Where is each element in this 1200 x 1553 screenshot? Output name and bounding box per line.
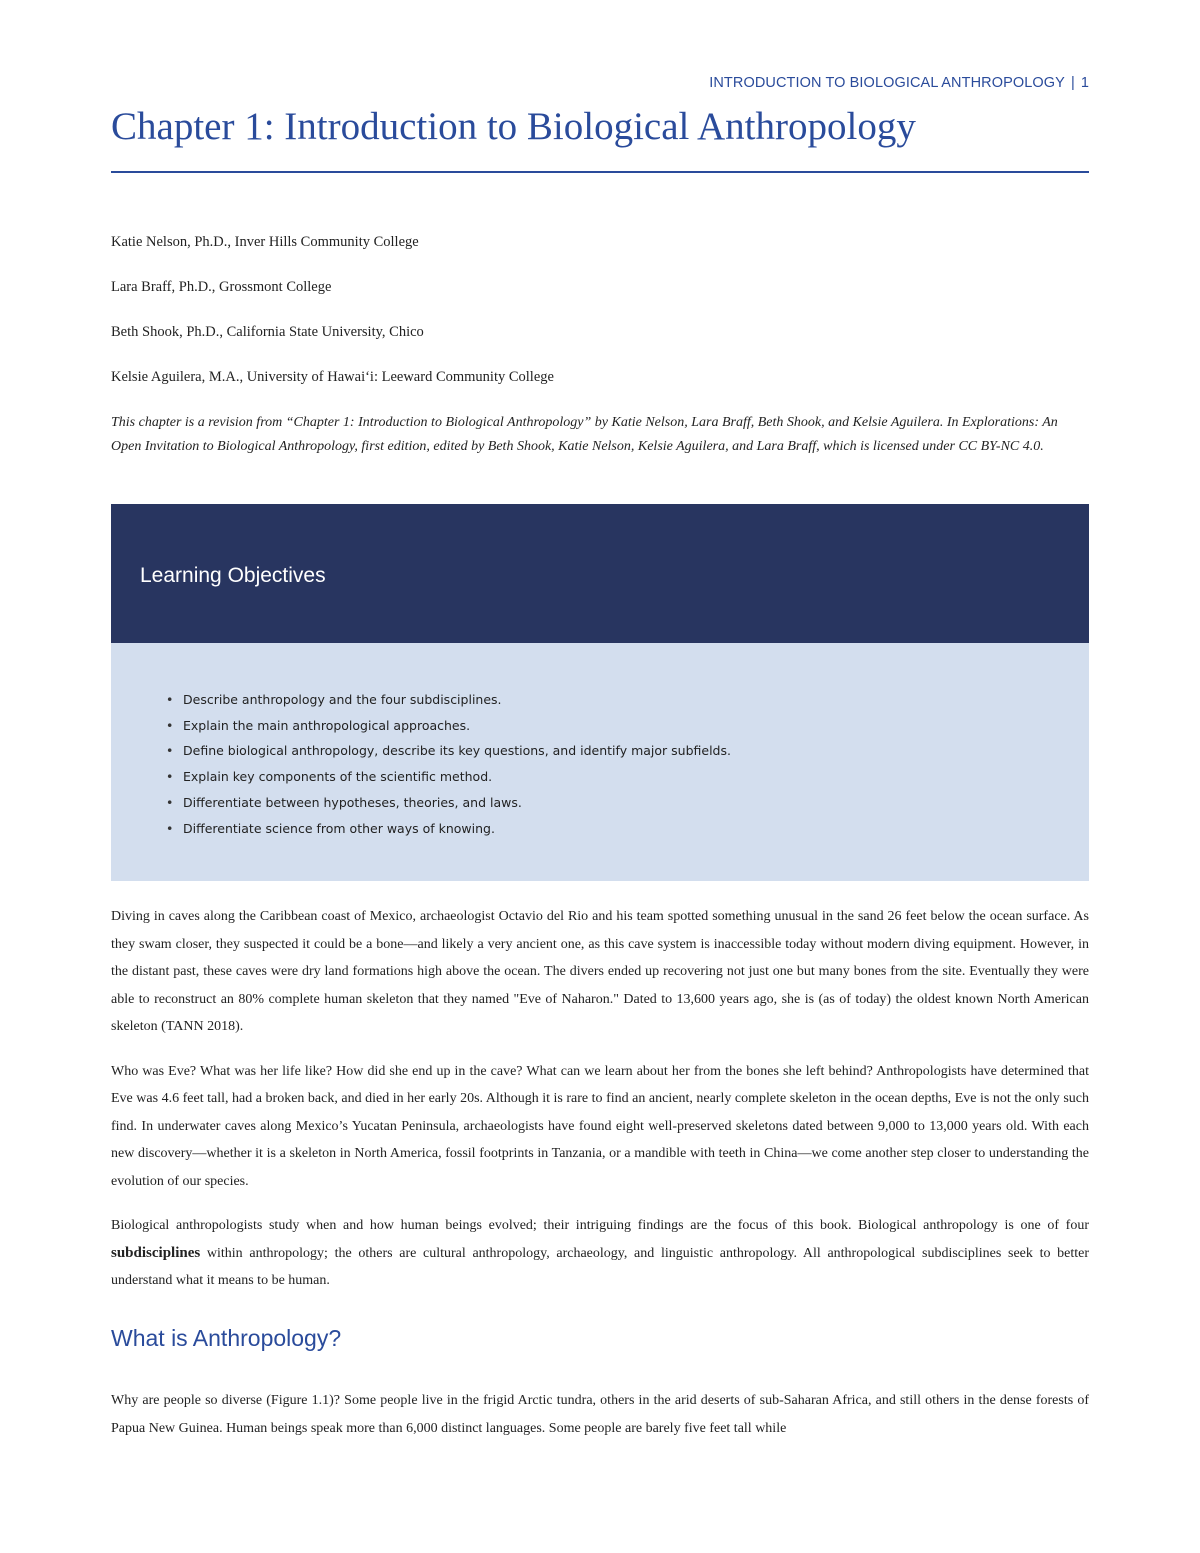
list-item [166,764,731,790]
bullet: • [166,717,174,733]
key-term: subdisciplines [111,1244,201,1261]
learning-objectives-header [111,504,1089,643]
list-item-text: Differentiate between hypotheses, theories, and laws. [183,794,522,810]
paragraph: Who was Eve? What was her life like? How did she end up in the cave? What can we learn about her from the bones she left behind? Anthropologists have determined that Eve was 4.6 feet tall, had a broken back, and died in her early 20s. Although it is rare to find an ancient, nearly complete skeleton in the ocean depths, Eve is not the only such find. In underwater caves along Mexico’s Yucatan Peninsula, archaeologists have found eight well-preserved skeletons dated between 9,000 to 13,000 years old. With each new discovery—whether it is a skeleton in North America, fossil footprints in Tanzania, or a mandible with teeth in China—we come another step closer to understanding the evolution of our species. [111,1063,1089,1189]
author-line: Lara Braff, Ph.D., Grossmont College [111,279,332,295]
author-line: Katie Nelson, Ph.D., Inver Hills Community College [111,234,419,250]
learning-objectives-list [166,687,731,841]
list-item-text: Differentiate science from other ways of knowing. [183,820,495,836]
list-item [166,738,731,764]
author-line: Beth Shook, Ph.D., California State University, Chico [111,324,424,340]
body-text [111,1387,1089,1459]
list-item [166,816,731,842]
list-item-text: Describe anthropology and the four subdisciplines. [183,692,502,707]
paragraph: Why are people so diverse (Figure 1.1)? Some people live in the frigid Arctic tundra, others in the arid deserts of sub-Saharan Africa, and still others in the dense forests of Papua New Guinea. Human beings speak more than 6,000 distinct languages. Some people are barely five feet tall while [111,1393,1089,1436]
author-list [111,233,1091,413]
title-divider [111,171,1089,173]
page-number: 1 [1080,75,1089,91]
bullet: • [166,769,174,785]
bullet: • [166,820,174,836]
author-line: Kelsie Aguilera, M.A., University of Hawai‘i: Leeward Community College [111,369,554,385]
list-item-text: Define biological anthropology, describe its key questions, and identify major subfields. [183,743,731,759]
learning-objectives-box [111,504,1089,881]
list-item [166,713,731,739]
paragraph-text: Biological anthropologists study when and how human beings evolved; their intriguing findings are the focus of this book. Biological anthropology is one of four [111,1218,1089,1233]
running-header [709,75,1089,91]
paragraph [111,1212,1089,1295]
bullet: • [166,692,174,707]
section-heading: What is Anthropology? [111,1325,342,1351]
learning-objectives-body [111,643,1089,881]
list-item-text: Explain key components of the scientific method. [183,769,493,785]
list-item-text: Explain the main anthropological approaches. [183,717,471,733]
running-title: INTRODUCTION TO BIOLOGICAL ANTHROPOLOGY [709,75,1065,91]
body-text [111,903,1089,1312]
learning-objectives-title: Learning Objectives [140,564,326,587]
paragraph: Diving in caves along the Caribbean coast of Mexico, archaeologist Octavio del Rio and his team spotted something unusual in the sand 26 feet below the ocean surface. As they swam closer, they suspected it could be a bone—and likely a very ancient one, as this cave system is inaccessible today without modern diving equipment. However, in the distant past, these caves were dry land formations high above the ocean. The divers ended up recovering not just one but many bones from the site. Eventually they were able to reconstruct an 80% complete human skeleton that they named "Eve of Naharon." Dated to 13,600 years ago, she is (as of today) the oldest known North American skeleton (TANN 2018). [111,909,1089,1034]
attribution-note: This chapter is a revision from “Chapter 1: Introduction to Biological Anthropology” by Katie Nelson, Lara Braff, Beth Shook, and Kelsie Aguilera. In Explorations: An Open Invitation to Biological Anthropology, first edition, edited by Beth Shook, Katie Nelson, Kelsie Aguilera, and Lara Braff, which is licensed under CC BY-NC 4.0. [111,415,1058,454]
bullet: • [166,743,174,759]
bullet: • [166,794,174,810]
list-item [166,687,731,713]
chapter-title: Chapter 1: Introduction to Biological Anthropology [111,105,916,148]
paragraph-text: within anthropology; the others are cultural anthropology, archaeology, and linguistic anthropology. All anthropological subdisciplines seek to better understand what it means to be human. [111,1245,1089,1288]
header-separator: | [1070,75,1075,91]
list-item [166,790,731,816]
